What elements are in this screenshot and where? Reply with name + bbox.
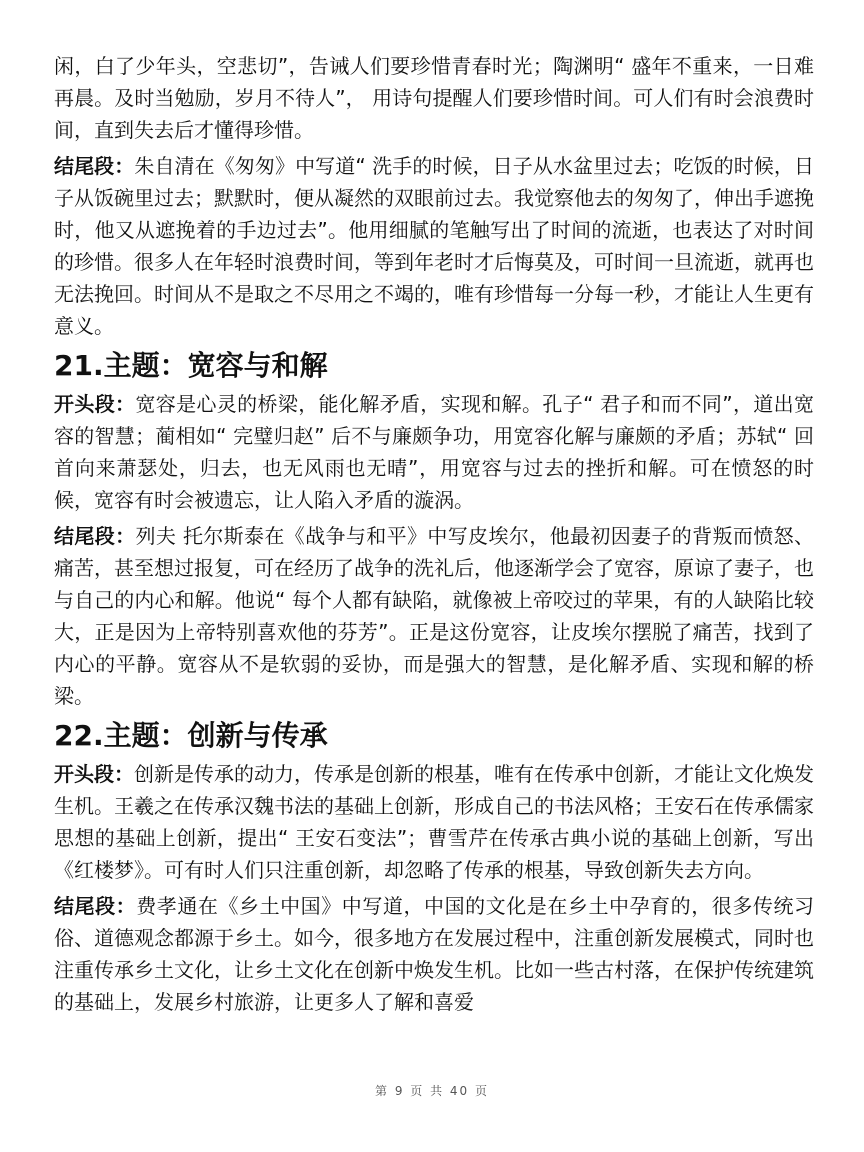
paragraph-label: 结尾段：: [54, 524, 136, 548]
paragraph-opening-22: [54, 758, 814, 886]
paragraph-text: 费孝通在《乡土中国》中写道，中国的文化是在乡土中孕育的，很多传统习俗、道德观念都源于乡土。如今，很多地方在发展过程中，注重创新发展模式，同时也注重传承乡土文化，让乡土文化在创新中焕发生机。比如一些古村落，在保护传统建筑的基础上，发展乡村旅游，让更多人了解和喜爱: [54, 894, 815, 1014]
paragraph-text: 创新是传承的动力，传承是创新的根基，唯有在传承中创新，才能让文化焕发生机。王羲之在传承汉魏书法的基础上创新，形成自己的书法风格；王安石在传承儒家思想的基础上创新，提出“ 王安石变法”；曹雪芹在传承古典小说的基础上创新，写出《红楼梦》。可有时人们只注重创新，却忽略了传承的根基，导致创新失去方向。: [54, 762, 814, 882]
paragraph-continued: [54, 50, 814, 146]
paragraph-opening-21: [54, 388, 814, 516]
paragraph-label: 开头段：: [54, 392, 136, 416]
paragraph-label: 开头段：: [54, 762, 134, 786]
paragraph-label: 结尾段：: [54, 154, 135, 178]
paragraph-text: 朱自清在《匆匆》中写道“ 洗手的时候，日子从水盆里过去；吃饭的时候，日子从饭碗里过去；默默时，便从凝然的双眼前过去。我觉察他去的匆匆了，伸出手遮挽时，他又从遮挽着的手边过去”。他用细腻的笔触写出了时间的流逝，也表达了对时间的珍惜。很多人在年轻时浪费时间，等到年老时才后悔莫及，可时间一旦流逝，就再也无法挽回。时间从不是取之不尽用之不竭的，唯有珍惜每一分每一秒，才能让人生更有意义。: [54, 154, 815, 338]
document-body: [54, 50, 814, 1022]
paragraph-ending-21: [54, 520, 814, 712]
section-heading-22: 22.主题：创新与传承: [54, 719, 328, 752]
paragraph-text: 列夫 托尔斯泰在《战争与和平》中写皮埃尔，他最初因妻子的背叛而愤怒、痛苦，甚至想过报复，可在经历了战争的洗礼后，他逐渐学会了宽容，原谅了妻子，也与自己的内心和解。他说“ 每个人都有缺陷，就像被上帝咬过的苹果，有的人缺陷比较大，正是因为上帝特别喜欢他的芬芳”。正是这份宽容，让皮埃尔摆脱了痛苦，找到了内心的平静。宽容从不是软弱的妥协，而是强大的智慧，是化解矛盾、实现和解的桥梁。: [54, 524, 815, 708]
paragraph-text: 闲，白了少年头，空悲切”，告诫人们要珍惜青春时光；陶渊明“ 盛年不重来，一日难再晨。及时当勉励，岁月不待人”， 用诗句提醒人们要珍惜时间。可人们有时会浪费时间，直到失去后才懂得珍惜。: [54, 54, 814, 142]
paragraph-text: 宽容是心灵的桥梁，能化解矛盾，实现和解。孔子“ 君子和而不同”，道出宽容的智慧；蔺相如“ 完璧归赵” 后不与廉颇争功，用宽容化解与廉颇的矛盾；苏轼“ 回首向来萧瑟处，归去，也无风雨也无晴”，用宽容与过去的挫折和解。可在愤怒的时候，宽容有时会被遗忘，让人陷入矛盾的漩涡。: [54, 392, 814, 512]
paragraph-label: 结尾段：: [54, 894, 137, 918]
paragraph-ending-20: [54, 150, 814, 342]
section-heading-21: 21.主题：宽容与和解: [54, 349, 328, 382]
paragraph-ending-22: [54, 890, 814, 1018]
page-footer: 第 9 页 共 40 页: [375, 1084, 489, 1098]
